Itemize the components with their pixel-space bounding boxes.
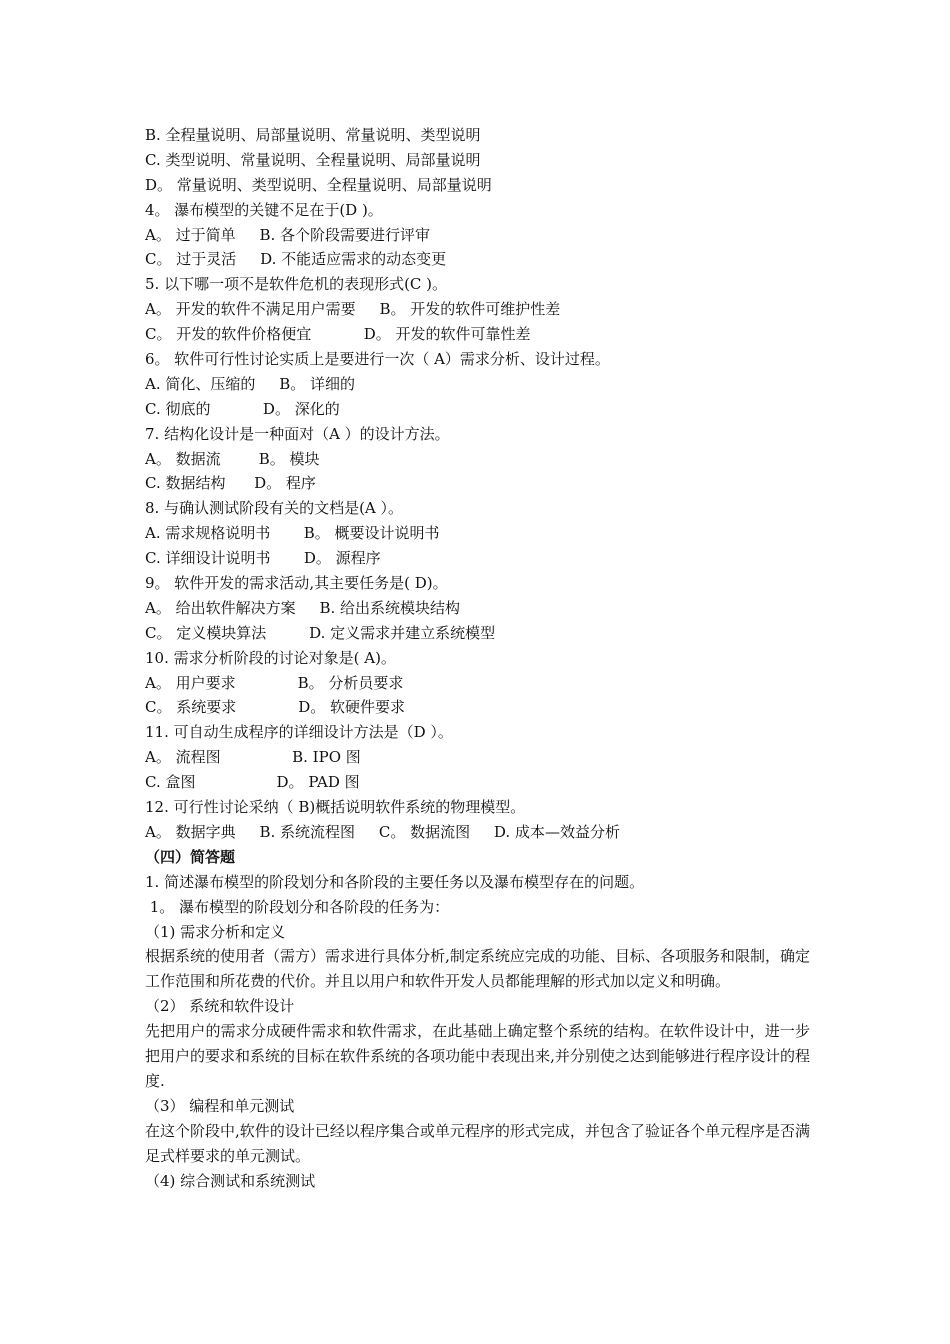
stage-paragraph: 先把用户的需求分成硬件需求和软件需求，在此基础上确定整个系统的结构。在软件设计中，进一步把用户的要求和系统的目标在软件系统的各项功能中表现出来,并分别使之达到能够进行程序设计的程度. <box>145 1022 810 1090</box>
option-line: C。 系统要求 D。 软硬件要求 <box>145 698 406 717</box>
option-line: A。 流程图 B. IPO 图 <box>145 748 361 767</box>
question-6: 6。 软件可行性讨论实质上是要进行一次（ A）需求分析、设计过程。 <box>145 350 610 369</box>
option-line: C。 定义模块算法 D. 定义需求并建立系统模型 <box>145 623 496 642</box>
option-line: A。 开发的软件不满足用户需要 B。 开发的软件可维护性差 <box>145 300 561 319</box>
option-line: C. 类型说明、常量说明、全程量说明、局部量说明 <box>145 150 481 169</box>
option-line: C。 过于灵活 D. 不能适应需求的动态变更 <box>145 250 447 269</box>
stage-title: （1) 需求分析和定义 <box>145 922 286 941</box>
option-line: C. 数据结构 D。 程序 <box>145 474 316 493</box>
document-body <box>145 123 810 1193</box>
stage-title: （2） 系统和软件设计 <box>145 997 295 1016</box>
question-11: 11. 可自动生成程序的详细设计方法是（D ）。 <box>145 723 453 742</box>
option-line: A. 需求规格说明书 B。 概要设计说明书 <box>145 524 440 543</box>
option-line: C. 详细设计说明书 D。 源程序 <box>145 549 381 568</box>
option-line: A. 简化、压缩的 B。 详细的 <box>145 374 356 393</box>
option-line: C. 盒图 D。 PAD 图 <box>145 773 360 792</box>
question-5: 5. 以下哪一项不是软件危机的表现形式(C )。 <box>145 275 448 294</box>
question-4: 4。 瀑布模型的关键不足在于(D )。 <box>145 200 383 219</box>
short-answer-question: 1. 简述瀑布模型的阶段划分和各阶段的主要任务以及瀑布模型存在的问题。 <box>145 872 645 891</box>
section-heading: （四）简答题 <box>145 847 236 866</box>
option-line: A。 给出软件解决方案 B. 给出系统模块结构 <box>145 598 461 617</box>
option-line: A。 数据流 B。 模块 <box>145 449 320 468</box>
question-9: 9。 软件开发的需求活动,其主要任务是( D)。 <box>145 574 448 593</box>
option-line: A。 数据字典 B. 系统流程图 C。 数据流图 D. 成本—效益分析 <box>145 822 620 841</box>
stage-paragraph: 在这个阶段中,软件的设计已经以程序集合或单元程序的形式完成，并包含了验证各个单元程序是否满足式样要求的单元测试。 <box>145 1121 810 1165</box>
stage-paragraph: 根据系统的使用者（需方）需求进行具体分析,制定系统应完成的功能、目标、各项服务和限制，确定工作范围和所花费的代价。并且以用户和软件开发人员都能理解的形式加以定义和明确。 <box>145 947 810 991</box>
question-12: 12. 可行性讨论采纳（ B)概括说明软件系统的物理模型。 <box>145 798 526 817</box>
option-line: C. 彻底的 D。 深化的 <box>145 399 340 418</box>
option-line: B. 全程量说明、局部量说明、常量说明、类型说明 <box>145 126 481 144</box>
question-7: 7. 结构化设计是一种面对（A ）的设计方法。 <box>145 424 450 443</box>
option-line: D。 常量说明、类型说明、全程量说明、局部量说明 <box>145 175 492 194</box>
question-10: 10. 需求分析阶段的讨论对象是( A)。 <box>145 648 396 667</box>
option-line: C。 开发的软件价格便宜 D。 开发的软件可靠性差 <box>145 325 531 344</box>
question-8: 8. 与确认测试阶段有关的文档是(A ）。 <box>145 499 404 518</box>
option-line: A。 用户要求 B。 分析员要求 <box>145 673 404 692</box>
stage-title: （3） 编程和单元测试 <box>145 1096 295 1115</box>
answer-intro: 1。 瀑布模型的阶段划分和各阶段的任务为： <box>145 897 450 916</box>
option-line: A。 过于简单 B. 各个阶段需要进行评审 <box>145 225 431 244</box>
stage-title: （4) 综合测试和系统测试 <box>145 1171 316 1190</box>
